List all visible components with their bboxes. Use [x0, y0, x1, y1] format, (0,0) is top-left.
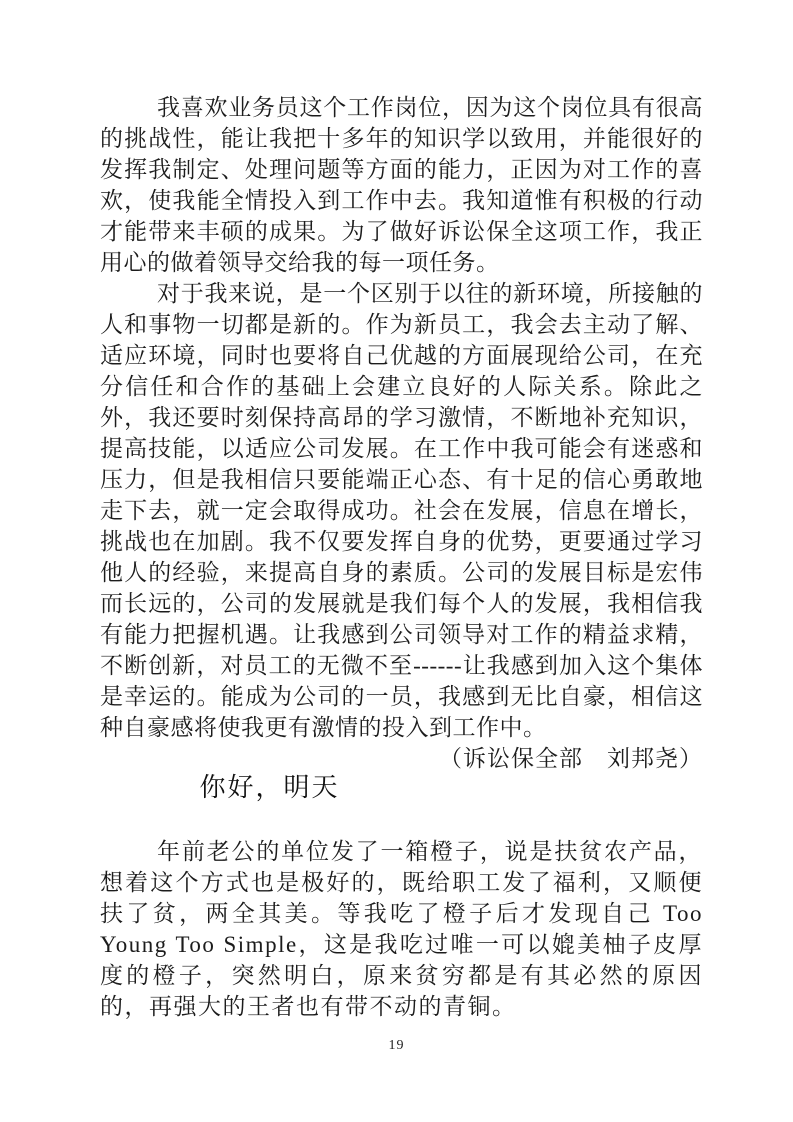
article2-title: 你好，明天 [199, 772, 340, 802]
page-content [100, 92, 703, 1022]
page-number: 19 [388, 1038, 405, 1053]
article1-attribution: （诉讼保全部 刘邦尧） [439, 746, 703, 771]
article1-paragraph-2 [100, 278, 703, 771]
article1-paragraph-1: 我喜欢业务员这个工作岗位，因为这个岗位具有很高的挑战性，能让我把十多年的知识学以致用，并能很好的发挥我制定、处理问题等方面的能力，正因为对工作的喜欢，使我能全情投入到工作中去。我知道惟有积极的行动才能带来丰硕的成果。为了做好诉讼保全这项工作，我正用心的做着领导交给我的每一项任务。 [100, 95, 703, 275]
article2-paragraph-1: 年前老公的单位发了一箱橙子，说是扶贫农产品，想着这个方式也是极好的，既给职工发了福利，又顺便扶了贫，两全其美。等我吃了橙子后才发现自己 Too Young Too Simple，这是我吃过唯一可以媲美柚子皮厚度的橙子，突然明白，原来贫穷都是有其必然的原因的，再强大的王者也有带不动的青铜。 [100, 839, 703, 1019]
article1-paragraph-2-text: 对于我来说，是一个区别于以往的新环境，所接触的人和事物一切都是新的。作为新员工，我会去主动了解、适应环境，同时也要将自己优越的方面展现给公司，在充分信任和合作的基础上会建立良好的人际关系。除此之外，我还要时刻保持高昂的学习激情，不断地补充知识，提高技能，以适应公司发展。在工作中我可能会有迷惑和压力，但是我相信只要能端正心态、有十足的信心勇敢地走下去，就一定会取得成功。社会在发展，信息在增长，挑战也在加剧。我不仅要发挥自身的优势，更要通过学习他人的经验，来提高自身的素质。公司的发展目标是宏伟而长远的，公司的发展就是我们每个人的发展，我相信我有能力把握机遇。让我感到公司领导对工作的精益求精，不断创新，对员工的无微不至------让我感到加入这个集体是幸运的。能成为公司的一员，我感到无比自豪，相信这种自豪感将使我更有激情的投入到工作中。 [100, 281, 703, 740]
